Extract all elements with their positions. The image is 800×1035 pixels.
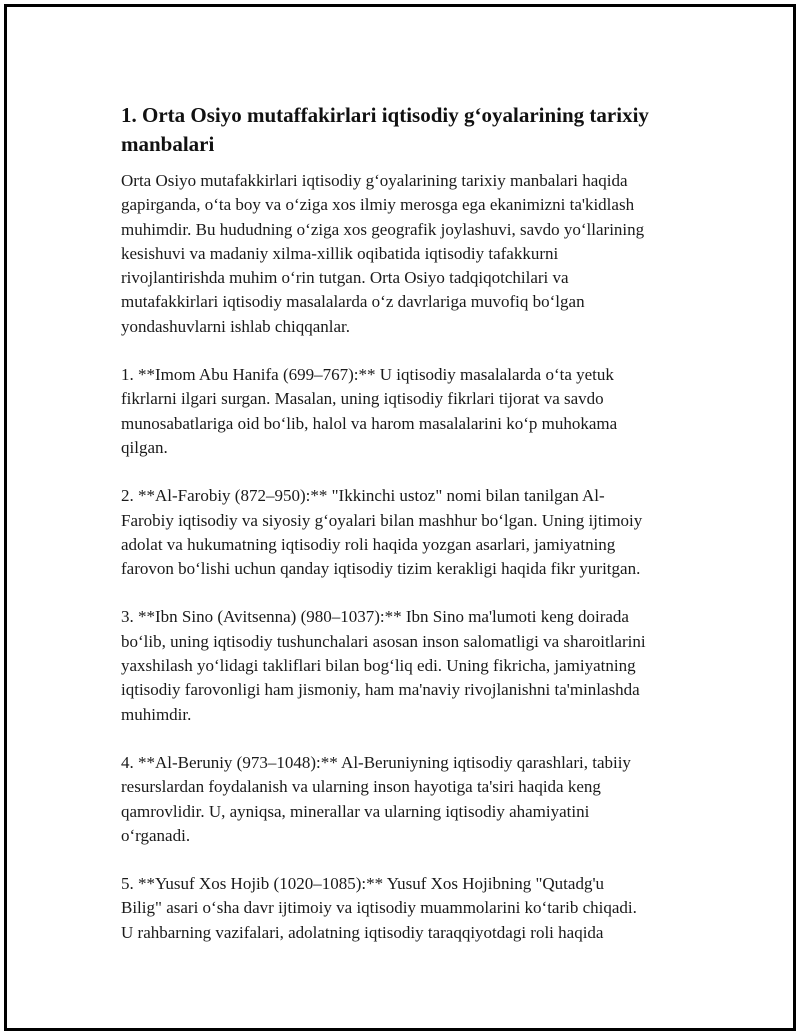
intro-paragraph: Orta Osiyo mutafakkirlari iqtisodiy g‘oyalarining tarixiy manbalari haqida gapirganda, o‘ta boy va o‘ziga xos ilmiy merosga ega ekanimizni ta'kidlash muhimdir. Bu hududning o‘ziga xos geografik joylashuvi, savdo yo‘llarining kesishuvi va madaniy xilma-xillik oqibatida iqtisodiy tafakkurni rivojlantirishda muhim o‘rin tutgan. Orta Osiyo tadqiqotchilari va mutafakkirlari iqtisodiy masalalarda o‘z davrlariga muvofiq bo‘lgan yondashuvlarni ishlab chiqqanlar. (121, 171, 645, 336)
list-item-abu-hanifa: 1. **Imom Abu Hanifa (699–767):** U iqtisodiy masalalarda o‘ta yetuk fikrlarni ilgari surgan. Masalan, uning iqtisodiy fikrlari tijorat va savdo munosabatlariga oid bo‘lib, halol va harom masalalarini ko‘p muhokama qilgan. (121, 365, 618, 457)
section-heading: 1. Orta Osiyo mutaffakirlari iqtisodiy g‘oyalarining tarixiy manbalari (121, 103, 649, 156)
document-body (121, 101, 697, 969)
list-item-al-beruniy: 4. **Al-Beruniy (973–1048):** Al-Beruniyning iqtisodiy qarashlari, tabiiy resurslardan foydalanish va ularning inson hayotiga ta'siri haqida keng qamrovlidir. U, ayniqsa, minerallar va ularning iqtisodiy ahamiyatini o‘rganadi. (121, 752, 631, 845)
page-frame (4, 4, 796, 1031)
list-item-al-farobiy: 2. **Al-Farobiy (872–950):** "Ikkinchi ustoz" nomi bilan tanilgan Al- Farobiy iqtisodiy va siyosiy g‘oyalari bilan mashhur bo‘lgan. Uning ijtimoiy adolat va hukumatning iqtisodiy roli haqida yozgan asarlari, jamiyatning farovon bo‘lishi uchun qanday iqtisodiy tizim kerakligi haqida fikr yuritgan. (121, 486, 643, 579)
list-item-ibn-sino: 3. **Ibn Sino (Avitsenna) (980–1037):** Ibn Sino ma'lumoti keng doirada bo‘lib, uning iqtisodiy tushunchalari asosan inson salomatligi va sharoitlarini yaxshilash yo‘lidagi takliflari bilan bog‘liq edi. Uning fikricha, jamiyatning iqtisodiy farovonligi ham jismoniy, ham ma'naviy rivojlanishni ta'minlashda muhimdir. (121, 607, 646, 724)
list-item-yusuf-xos-hojib: 5. **Yusuf Xos Hojib (1020–1085):** Yusuf Xos Hojibning "Qutadg'u Bilig" asari o‘sha davr ijtimoiy va iqtisodiy muammolarini ko‘tarib chiqadi. U rahbarning vazifalari, adolatning iqtisodiy taraqqiyotdagi roli haqida (121, 874, 637, 942)
